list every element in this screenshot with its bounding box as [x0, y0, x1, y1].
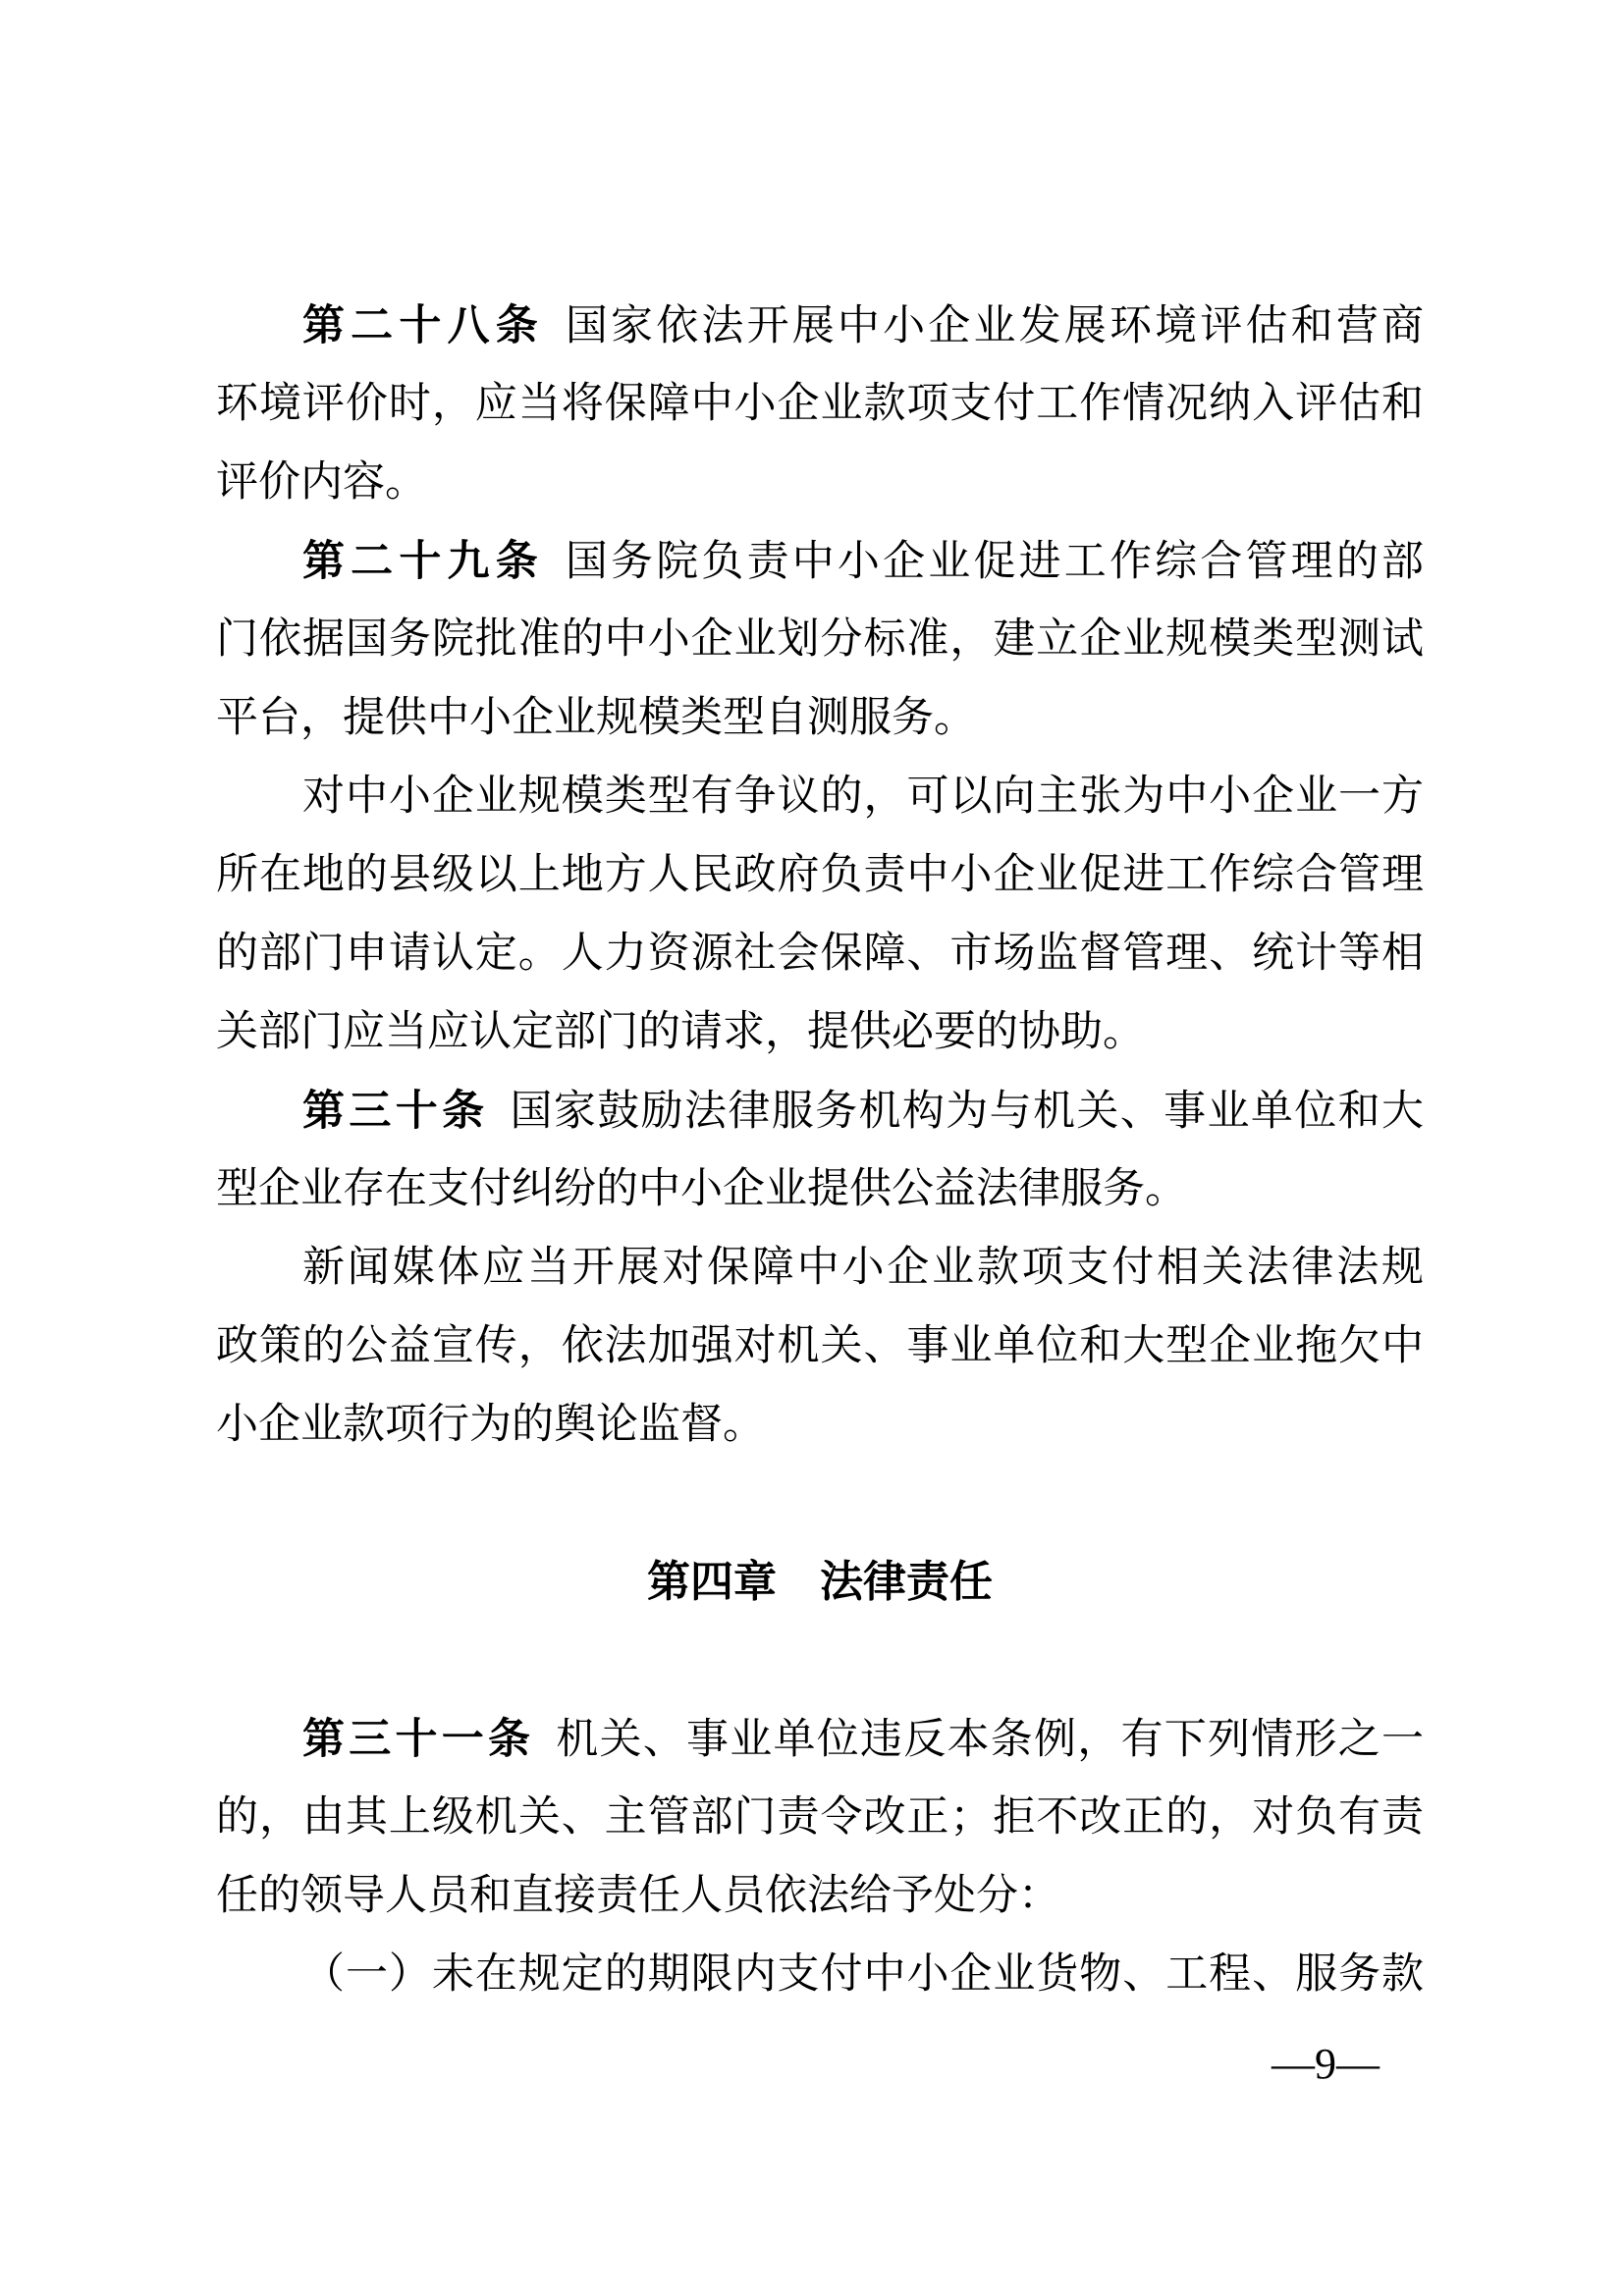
body-line	[216, 1700, 1424, 1779]
body-line: 政策的公益宣传，依法加强对机关、事业单位和大型企业拖欠中	[216, 1323, 1424, 1369]
chapter-heading: 第四章 法律责任	[647, 1558, 993, 1606]
document-body	[216, 287, 1424, 2014]
body-line: 型企业存在支付纠纷的中小企业提供公益法律服务。	[216, 1166, 1187, 1212]
body-line: 对中小企业规模类型有争议的，可以向主张为中小企业一方	[302, 774, 1424, 820]
body-line	[216, 1072, 1424, 1150]
article-number: 第三十一条	[302, 1716, 535, 1763]
body-line: 的部门申请认定。人力资源社会保障、市场监督管理、统计等相	[216, 931, 1424, 977]
body-line: 所在地的县级以上地方人民政府负责中小企业促进工作综合管理	[216, 852, 1424, 898]
article-number: 第二十八条	[302, 302, 544, 349]
line-text: 国家鼓励法律服务机构为与机关、事业单位和大	[510, 1089, 1424, 1135]
line-text: 国务院负责中小企业促进工作综合管理的部	[565, 539, 1425, 585]
body-line: 任的领导人员和直接责任人员依法给予处分：	[216, 1873, 1060, 1919]
body-line: 的，由其上级机关、主管部门责令改正；拒不改正的，对负有责	[216, 1794, 1424, 1841]
line-text: 国家依法开展中小企业发展环境评估和营商	[565, 303, 1425, 349]
body-line: 小企业款项行为的舆论监督。	[216, 1402, 765, 1448]
spacer	[216, 1622, 1424, 1700]
body-line: 环境评价时，应当将保障中小企业款项支付工作情况纳入评估和	[216, 381, 1424, 427]
page-number: —9—	[1272, 2040, 1380, 2088]
line-text: 机关、事业单位违反本条例，有下列情形之一	[556, 1717, 1424, 1763]
article-number: 第三十条	[302, 1088, 489, 1135]
spacer	[216, 1465, 1424, 1543]
body-line	[216, 522, 1424, 601]
article-number: 第二十九条	[302, 538, 544, 585]
body-line: 门依据国务院批准的中小企业划分标准，建立企业规模类型测试	[216, 616, 1424, 663]
body-line: 关部门应当应认定部门的请求，提供必要的协助。	[216, 1009, 1145, 1055]
body-line: （一）未在规定的期限内支付中小企业货物、工程、服务款	[302, 1951, 1424, 1998]
body-line: 平台，提供中小企业规模类型自测服务。	[216, 695, 976, 741]
body-line	[216, 287, 1424, 365]
body-line: 评价内容。	[216, 459, 427, 506]
body-line: 新闻媒体应当开展对保障中小企业款项支付相关法律法规	[302, 1245, 1424, 1291]
